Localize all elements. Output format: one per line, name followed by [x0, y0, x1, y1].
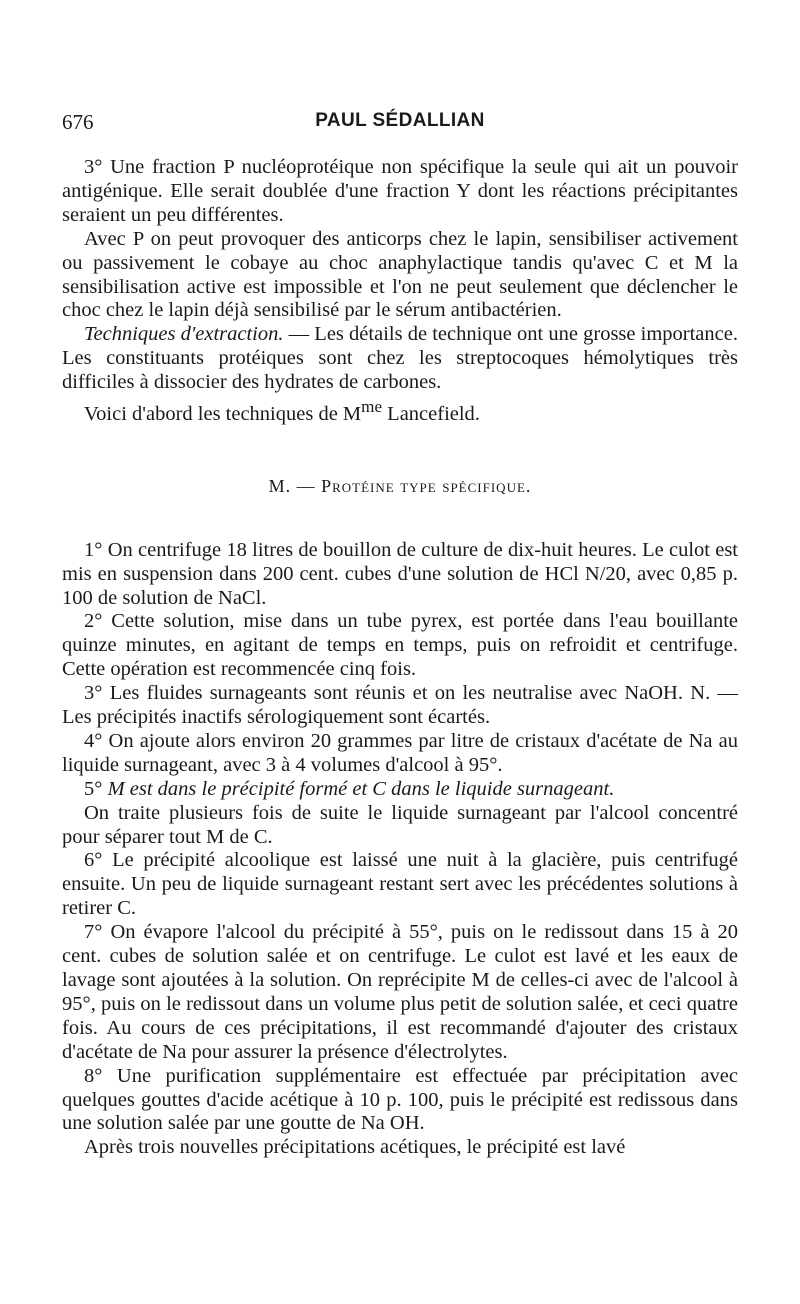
voici-text: Voici d'abord les techniques de M	[84, 402, 362, 425]
voici-superscript: me	[361, 397, 383, 417]
techniques-text: — Les détails de technique ont une grosse importance. Les constituants protéiques sont chez les streptocoques hémolytiques très difficiles à dissocier des hydrates de carbones.	[62, 323, 738, 394]
step-1: 1° On centrifuge 18 litres de bouillon de culture de dix-huit heures. Le culot est mis en suspension dans 200 cent. cubes d'une solution de HCl N/20, avec 0,85 p. 100 de solution de NaCl.	[62, 538, 738, 609]
section-heading	[62, 475, 738, 499]
section-title: Protéine type spécifique.	[321, 475, 532, 496]
paragraph-fraction-p: 3° Une fraction P nucléoprotéique non spécifique la seule qui ait un pouvoir antigénique. Elle serait doublée d'une fraction Y dont les réactions précipitantes seraient un peu différentes.	[62, 156, 738, 226]
paragraph-anticorps: Avec P on peut provoquer des anticorps chez le lapin, sensibiliser activement ou passivement le cobaye au choc anaphylactique tandis qu'avec C et M la sensibilisation active est impossible et l'on ne peut seulement que déclencher le choc chez le lapin déjà sensibilisé par le sérum antibactérien.	[62, 227, 738, 322]
voici-name: Lancefield.	[382, 402, 480, 425]
paragraph-voici	[62, 395, 738, 427]
page-header	[62, 110, 738, 140]
page-number: 676	[62, 110, 94, 134]
step-7: 7° On évapore l'alcool du précipité à 55°, puis on le redissout dans 15 à 20 cent. cubes de solution salée et on centrifuge. Le culot est lavé et les eaux de lavage sont ajoutées à la solution. On reprécipite M de celles-ci avec de l'alcool à 95°, puis on le redissout dans un volume plus petit de solution salée, et ceci quatre fois. Au cours de ces précipitations, il est recommandé d'ajouter des cristaux d'acétate de Na pour assurer la présence d'électrolytes.	[62, 921, 738, 1063]
techniques-label: Techniques d'extraction.	[84, 323, 284, 346]
step-6: 6° Le précipité alcoolique est laissé une nuit à la glacière, puis centrifugé ensuite. Un peu de liquide surnageant restant sert avec les précédentes solutions à retirer C.	[62, 849, 738, 920]
step-5	[62, 778, 738, 802]
step-3: 3° Les fluides surnageants sont réunis et on les neutralise avec NaOH. N. — Les précipités inactifs sérologiquement sont écartés.	[62, 682, 738, 729]
paragraph-alcool: On traite plusieurs fois de suite le liquide surnageant par l'alcool concentré pour séparer tout M de C.	[62, 801, 738, 848]
section-prefix: M. —	[268, 475, 322, 496]
step-5-text: M est dans le précipité formé et C dans le liquide surnageant.	[107, 777, 615, 800]
running-title: PAUL SÉDALLIAN	[315, 110, 485, 131]
step-8: 8° Une purification supplémentaire est effectuée par précipitation avec quelques gouttes d'acide acétique à 10 p. 100, puis le précipité est redissous dans une solution salée par une goutte de Na OH.	[62, 1064, 738, 1135]
paragraph-apres: Après trois nouvelles précipitations acétiques, le précipité est lavé	[84, 1136, 626, 1159]
body-text	[62, 156, 738, 1160]
step-4: 4° On ajoute alors environ 20 grammes par litre de cristaux d'acétate de Na au liquide surnageant, avec 3 à 4 volumes d'alcool à 95°.	[62, 729, 738, 776]
step-5-number: 5°	[84, 777, 108, 800]
step-2: 2° Cette solution, mise dans un tube pyrex, est portée dans l'eau bouillante quinze minutes, en agitant de temps en temps, puis on refroidit et centrifuge. Cette opération est recommencée cinq fois.	[62, 610, 738, 681]
paragraph-techniques	[62, 323, 738, 395]
